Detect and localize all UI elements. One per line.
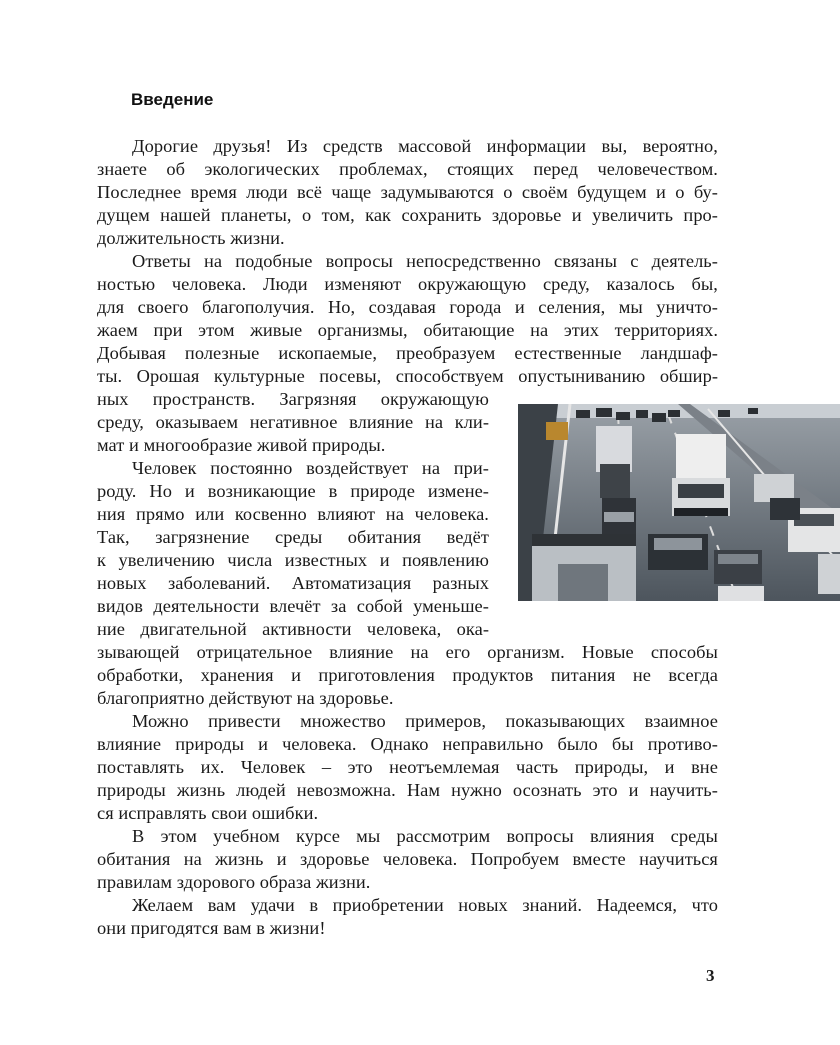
text-line: ностью человека. Люди изменяют окружающую среду, казалось бы, [97, 274, 718, 294]
text-line: Добывая полезные ископаемые, преобразуем естественные ландшаф- [97, 343, 718, 363]
text-line: ние двигательной активности человека, ока- [97, 619, 489, 639]
page-number: 3 [706, 966, 715, 985]
text-line: благоприятно действуют на здоровье. [97, 688, 394, 708]
text-line: Дорогие друзья! Из средств массовой информации вы, вероятно, [132, 136, 718, 156]
text-line: мат и многообразие живой природы. [97, 435, 386, 455]
text-line: правилам здорового образа жизни. [97, 872, 371, 892]
text-line: поставлять их. Человек – это неотъемлемая часть природы, и вне [97, 757, 718, 777]
text-line: В этом учебном курсе мы рассмотрим вопросы влияния среды [132, 826, 718, 846]
text-line: Так, загрязнение среды обитания ведёт [97, 527, 489, 547]
text-line: ся исправлять свои ошибки. [97, 803, 319, 823]
text-line: ния прямо или косвенно влияют на человека. [97, 504, 489, 524]
text-line: новых заболеваний. Автоматизация разных [97, 573, 489, 593]
text-line: знаете об экологических проблемах, стоящих перед человечеством. [97, 159, 718, 179]
text-line: влияние природы и человека. Однако неправильно было бы противо- [97, 734, 718, 754]
highway-traffic-icon [518, 404, 840, 601]
text-line: зывающей отрицательное влияние на его организм. Новые способы [97, 642, 718, 662]
text-line: Человек постоянно воздействует на при- [132, 458, 489, 478]
text-line: Ответы на подобные вопросы непосредственно связаны с деятель- [132, 251, 718, 271]
text-line: среду, оказываем негативное влияние на кли- [97, 412, 489, 432]
text-line: должительность жизни. [97, 228, 285, 248]
text-line: природы жизнь людей невозможна. Нам нужно осознать это и научить- [97, 780, 718, 800]
text-line: видов деятельности влечёт за собой уменьше- [97, 596, 489, 616]
text-line: дущем нашей планеты, о том, как сохранить здоровье и увеличить про- [97, 205, 718, 225]
text-line: жаем при этом живые организмы, обитающие на этих территориях. [97, 320, 718, 340]
text-line: Можно привести множество примеров, показывающих взаимное [132, 711, 718, 731]
text-line: ты. Орошая культурные посевы, способствуем опустыниванию обшир- [97, 366, 718, 386]
text-line: обработки, хранения и приготовления продуктов питания не всегда [97, 665, 718, 685]
text-line: роду. Но и возникающие в природе измене- [97, 481, 489, 501]
text-line: ных пространств. Загрязняя окружающую [97, 389, 489, 409]
text-line: они пригодятся вам в жизни! [97, 918, 326, 938]
text-line: Последнее время люди всё чаще задумываются о своём будущем и о бу- [97, 182, 718, 202]
text-line: Желаем вам удачи в приобретении новых знаний. Надеемся, что [132, 895, 718, 915]
text-line: для своего благополучия. Но, создавая города и селения, мы уничто- [97, 297, 718, 317]
section-heading: Введение [131, 90, 214, 109]
highway-traffic-photo [518, 404, 840, 601]
text-line: обитания на жизнь и здоровье человека. Попробуем вместе научиться [97, 849, 718, 869]
text-line: к увеличению числа известных и появлению [97, 550, 489, 570]
